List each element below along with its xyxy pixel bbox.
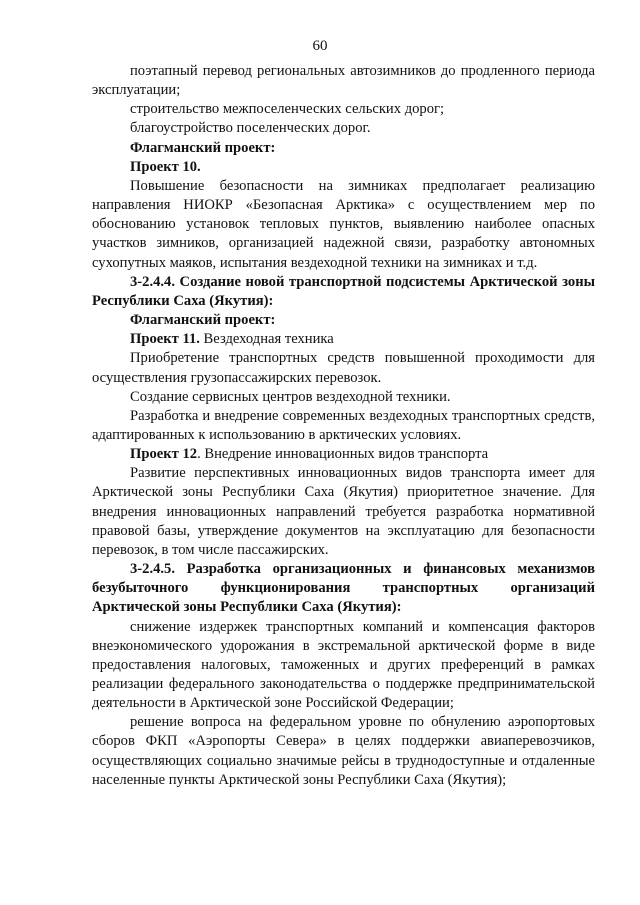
- heading-section-3-2-4-5: 3-2.4.5. Разработка организационных и финансовых механизмов безубыточного функционирования транспортных организаций Арктической зоны Республики Саха (Якутия):: [92, 561, 595, 616]
- heading-flagship-project-1: Флагманский проект:: [130, 139, 276, 156]
- paragraph-winter-roads-transfer: поэтапный перевод региональных автозимников до продленного периода эксплуатации;: [92, 63, 595, 99]
- page-number: 60: [312, 38, 328, 54]
- paragraph-cost-reduction: снижение издержек транспортных компаний и компенсация факторов внеэкономического удорожания в экстремальной арктической форме в виде предоставления налоговых, таможенных и других преференций в рамках реализации федерального законодательства о поддержке предпринимательской деятельности в Арктической зоне Российской Федерации;: [92, 618, 595, 712]
- heading-section-3-2-4-4: 3-2.4.4. Создание новой транспортной подсистемы Арктической зоны Республики Саха (Якутия):: [92, 273, 595, 309]
- paragraph-airport-fees: решение вопроса на федеральном уровне по обнулению аэропортовых сборов ФКП «Аэропорты Севера» в целях поддержки авиаперевозчиков, осуществляющих социально значимые рейсы в труднодоступные и отдаленные населенные пункты Арктической зоны Республики Саха (Якутия);: [92, 714, 595, 788]
- paragraph-vehicle-purchase: Приобретение транспортных средств повышенной проходимости для осуществления грузопассажирских перевозок.: [92, 350, 595, 386]
- page-body: [92, 62, 595, 790]
- paragraph-winter-road-safety: Повышение безопасности на зимниках предполагает реализацию направления НИОКР «Безопасная Арктика» с осуществлением мер по обоснованию установок тепловых пунктов, выявлению наиболее опасных участков зимников, организацией надежной связи, разработку автономных сухопутных маяков, испытания вездеходной техники на зимниках и т.д.: [92, 177, 595, 271]
- heading-project-11: Проект 11. Вездеходная техника: [130, 331, 334, 348]
- paragraph-service-centers: Создание сервисных центров вездеходной техники.: [130, 388, 451, 405]
- paragraph-innovative-transport: Развитие перспективных инновационных видов транспорта имеет для Арктической зоны Республики Саха (Якутия) приоритетное значение. Для внедрения инновационных направлений требуется разработка нормативной правовой базы, утверждение документов на эксплуатацию для безопасности перевозок, в том числе пассажирских.: [92, 465, 595, 558]
- heading-project-12: Проект 12. Внедрение инновационных видов транспорта: [130, 446, 489, 463]
- paragraph-road-improvement: благоустройство поселенческих дорог.: [130, 120, 371, 137]
- paragraph-intersettlement-roads: строительство межпоселенческих сельских дорог;: [130, 101, 445, 118]
- heading-flagship-project-2: Флагманский проект:: [130, 312, 276, 329]
- heading-project-10: Проект 10.: [130, 158, 201, 175]
- paragraph-vehicle-development: Разработка и внедрение современных вездеходных транспортных средств, адаптированных к использованию в арктических условиях.: [92, 407, 595, 443]
